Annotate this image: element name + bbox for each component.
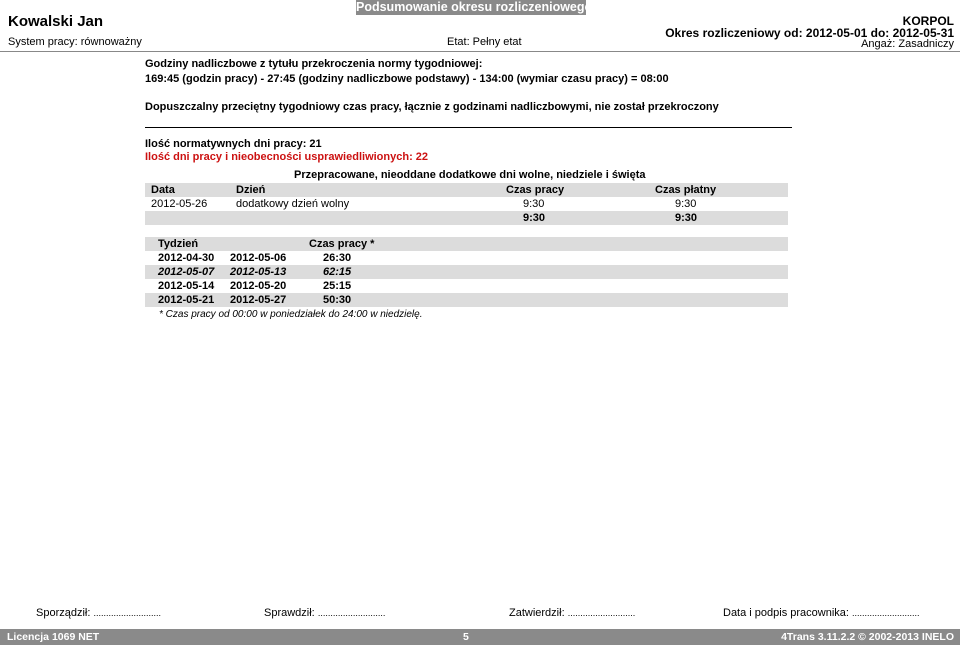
total-paid-time: 9:30 (675, 212, 698, 224)
overtime-note: Dopuszczalny przeciętny tygodniowy czas pracy, łącznie z godzinami nadliczbowymi, nie został przekroczony (145, 101, 719, 113)
settlement-period: Okres rozliczeniowy od: 2012-05-01 do: 2012-05-31 (665, 26, 954, 40)
section-divider (145, 127, 792, 128)
footer-bar (0, 629, 960, 645)
etat: Etat: Pełny etat (447, 36, 522, 48)
table-row (145, 251, 788, 265)
signature-label: Sporządził: (36, 607, 91, 619)
week-time: 50:30 (323, 294, 352, 306)
header-divider (0, 51, 960, 52)
col-week-time: Czas pracy * (309, 238, 375, 250)
extra-days-total (145, 211, 788, 225)
employment-type: Angaż: Zasadniczy (861, 38, 954, 50)
signature-label: Zatwierdził: (509, 607, 565, 619)
week-to: 2012-05-13 (230, 266, 287, 278)
table-row (145, 279, 788, 293)
week-from: 2012-04-30 (158, 252, 215, 264)
signature-label: Sprawdził: (264, 607, 315, 619)
signature-dots: ........................... (93, 608, 161, 618)
week-to: 2012-05-27 (230, 294, 287, 306)
week-time: 62:15 (323, 266, 352, 278)
table-row (145, 293, 788, 307)
col-week: Tydzień (158, 238, 199, 250)
extra-days-title: Przepracowane, nieoddane dodatkowe dni wolne, niedziele i święta (294, 169, 646, 181)
signature-approved (509, 607, 635, 619)
row-day: dodatkowy dzień wolny (236, 198, 350, 210)
signature-dots: ........................... (852, 608, 920, 618)
week-time: 25:15 (323, 280, 352, 292)
company-name: KORPOL (902, 14, 954, 28)
signature-dots: ........................... (317, 608, 386, 618)
work-system: System pracy: równoważny (8, 36, 142, 48)
week-to: 2012-05-06 (230, 252, 287, 264)
work-absence-days: Ilość dni pracy i nieobecności usprawiedliwionych: 22 (145, 151, 429, 163)
week-from: 2012-05-14 (158, 280, 215, 292)
signature-prepared (36, 607, 161, 619)
weekly-footnote: * Czas pracy od 00:00 w poniedziałek do 24:00 w niedzielę. (159, 309, 423, 320)
overtime-formula: 169:45 (godzin pracy) - 27:45 (godziny nadliczbowe podstawy) - 134:00 (wymiar czasu pracy) = 08:00 (145, 73, 669, 85)
signature-dots: ........................... (567, 608, 636, 618)
copyright: 4Trans 3.11.2.2 © 2002-2013 INELO (781, 631, 954, 643)
signature-employee (723, 607, 920, 619)
col-date: Data (151, 184, 175, 196)
week-time: 26:30 (323, 252, 352, 264)
row-paid-time: 9:30 (675, 198, 697, 210)
license-info: Licencja 1069 NET (7, 631, 100, 643)
row-date: 2012-05-26 (151, 198, 208, 210)
col-paid-time: Czas płatny (655, 184, 717, 196)
weekly-header (145, 237, 788, 251)
week-from: 2012-05-21 (158, 294, 215, 306)
total-work-time: 9:30 (523, 212, 546, 224)
extra-days-header (145, 183, 788, 197)
signature-label: Data i podpis pracownika: (723, 607, 849, 619)
signature-checked (264, 607, 385, 619)
employee-name: Kowalski Jan (8, 13, 104, 30)
week-to: 2012-05-20 (230, 280, 287, 292)
table-row (145, 265, 788, 279)
col-work-time: Czas pracy (506, 184, 565, 196)
table-row (145, 197, 788, 211)
row-work-time: 9:30 (523, 198, 545, 210)
report-title: Podsumowanie okresu rozliczeniowego (356, 0, 593, 14)
col-day: Dzień (236, 184, 266, 196)
overtime-heading: Godziny nadliczbowe z tytułu przekroczenia normy tygodniowej: (145, 58, 483, 70)
week-from: 2012-05-07 (158, 266, 215, 278)
normative-days: Ilość normatywnych dni pracy: 21 (145, 138, 322, 150)
page-number: 5 (463, 631, 469, 643)
